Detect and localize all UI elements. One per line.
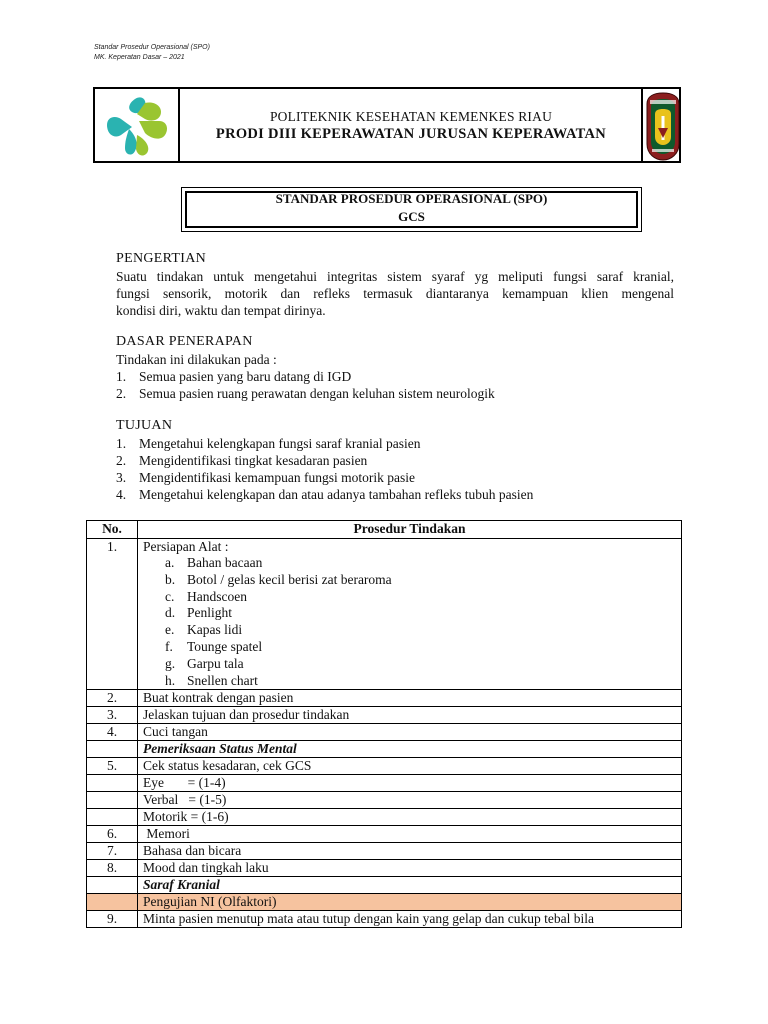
table-row	[87, 690, 682, 707]
pengertian-line: kondisi diri, waktu dan tempat dirinya.	[116, 303, 326, 318]
tool-item	[165, 673, 676, 690]
table-row	[87, 775, 682, 792]
kemenkes-logo-icon	[105, 95, 171, 159]
tool-item	[165, 656, 676, 673]
list-item	[116, 435, 533, 452]
pengertian-line: Suatu tindakan untuk mengetahui integritas sistem syaraf yg meliputi fungsi saraf kranial,	[116, 269, 674, 284]
row-procedure: Mood dan tingkah laku	[138, 860, 682, 877]
row-number: 6.	[87, 826, 138, 843]
institution-name: POLITEKNIK KESEHATAN KEMENKES RIAU	[269, 109, 553, 124]
row-procedure: Cuci tangan	[138, 724, 682, 741]
row-procedure: Jelaskan tujuan dan prosedur tindakan	[138, 707, 682, 724]
pengertian-paragraph	[116, 268, 674, 319]
row-number: 8.	[87, 860, 138, 877]
table-row	[87, 724, 682, 741]
row-number-empty	[87, 775, 138, 792]
list-text: Mengetahui kelengkapan fungsi saraf kranial pasien	[139, 436, 421, 451]
table-header-row	[87, 521, 682, 539]
list-item	[116, 368, 495, 385]
list-number: 2.	[116, 453, 127, 468]
list-number: 3.	[116, 470, 127, 485]
row-procedure: Minta pasien menutup mata atau tutup dengan kain yang gelap dan cukup tebal bila	[138, 911, 682, 928]
table-section-row	[87, 741, 682, 758]
gcs-verbal: Verbal = (1-5)	[138, 792, 682, 809]
row-procedure: Buat kontrak dengan pasien	[138, 690, 682, 707]
list-number: 1.	[116, 436, 127, 451]
section-heading-tujuan: TUJUAN	[116, 418, 173, 433]
tool-letter: a.	[165, 555, 175, 570]
tool-text: Botol / gelas kecil berisi zat beraroma	[187, 571, 392, 587]
list-text: Mengidentifikasi tingkat kesadaran pasien	[139, 453, 368, 468]
document-note-course: MK. Keperatan Dasar – 2021	[94, 54, 185, 61]
row-number: 7.	[87, 843, 138, 860]
column-header-prosedur: Prosedur Tindakan	[138, 521, 682, 539]
program-name: PRODI DIII KEPERAWATAN JURUSAN KEPERAWATAN	[215, 126, 607, 142]
list-text: Mengidentifikasi kemampuan fungsi motorik pasie	[139, 470, 415, 485]
tool-letter: d.	[165, 605, 176, 621]
tool-letter: g.	[165, 655, 176, 671]
procedure-text: Persiapan Alat :	[143, 539, 229, 554]
tool-item	[165, 622, 676, 639]
tool-text: Bahan bacaan	[187, 555, 263, 570]
tool-item	[165, 639, 676, 656]
table-row	[87, 911, 682, 928]
row-number: 9.	[87, 911, 138, 928]
row-procedure	[138, 539, 682, 690]
table-row	[87, 539, 682, 690]
table-row	[87, 809, 682, 826]
list-item	[116, 486, 533, 503]
list-item	[116, 385, 495, 402]
row-number-empty	[87, 741, 138, 758]
poltekkes-riau-emblem-icon	[646, 92, 680, 161]
header-divider-left	[178, 89, 180, 161]
row-number-empty	[87, 894, 138, 911]
tool-item	[165, 589, 676, 606]
dasar-list	[116, 351, 495, 402]
row-number: 2.	[87, 690, 138, 707]
tool-text: Penlight	[187, 605, 233, 621]
institution-header	[93, 87, 681, 163]
tools-list	[143, 555, 676, 689]
section-title-kranial: Saraf Kranial	[138, 877, 682, 894]
tool-item	[165, 555, 676, 572]
tool-text: Snellen chart	[187, 672, 258, 688]
highlight-procedure: Pengujian NI (Olfaktori)	[138, 894, 682, 911]
spo-title-box	[181, 187, 642, 232]
tool-letter: h.	[165, 672, 176, 688]
document-note-title: Standar Prosedur Operasional (SPO)	[94, 44, 210, 51]
tujuan-list	[116, 435, 533, 503]
row-number: 1.	[87, 539, 138, 690]
list-text: Semua pasien ruang perawatan dengan keluhan sistem neurologik	[139, 386, 495, 401]
tool-letter: f.	[165, 638, 173, 654]
tool-letter: c.	[165, 588, 175, 604]
gcs-eye: Eye = (1-4)	[138, 775, 682, 792]
tool-text: Garpu tala	[187, 655, 244, 671]
procedure-table	[86, 520, 682, 928]
row-number: 3.	[87, 707, 138, 724]
tool-letter: b.	[165, 571, 176, 587]
list-text: Semua pasien yang baru datang di IGD	[139, 369, 352, 384]
row-number: 5.	[87, 758, 138, 775]
tool-letter: e.	[165, 622, 175, 638]
tool-text: Kapas lidi	[187, 622, 243, 638]
row-number: 4.	[87, 724, 138, 741]
list-text: Mengetahui kelengkapan dan atau adanya tambahan refleks tubuh pasien	[139, 487, 534, 502]
spo-title: STANDAR PROSEDUR OPERASIONAL (SPO)	[275, 191, 548, 206]
list-item	[116, 452, 533, 469]
list-item	[116, 469, 533, 486]
table-row	[87, 758, 682, 775]
dasar-intro: Tindakan ini dilakukan pada :	[116, 352, 277, 367]
header-divider-right	[641, 89, 643, 161]
table-row	[87, 843, 682, 860]
table-section-row	[87, 877, 682, 894]
table-row	[87, 826, 682, 843]
gcs-motorik: Motorik = (1-6)	[138, 809, 682, 826]
row-procedure: Memori	[138, 826, 682, 843]
section-heading-dasar: DASAR PENERAPAN	[116, 334, 253, 349]
pengertian-line: fungsi sensorik, motorik dan refleks termasuk diantaranya kemampuan klien mengenal	[116, 286, 674, 301]
tool-item	[165, 605, 676, 622]
table-row	[87, 860, 682, 877]
row-procedure: Cek status kesadaran, cek GCS	[138, 758, 682, 775]
tool-item	[165, 572, 676, 589]
list-number: 2.	[116, 386, 127, 401]
column-header-no: No.	[87, 521, 138, 539]
row-number-empty	[87, 792, 138, 809]
section-heading-pengertian: PENGERTIAN	[116, 251, 207, 266]
spo-subtitle: GCS	[398, 209, 425, 224]
table-row	[87, 707, 682, 724]
list-number: 4.	[116, 487, 127, 502]
row-number-empty	[87, 809, 138, 826]
list-number: 1.	[116, 369, 127, 384]
table-row	[87, 792, 682, 809]
row-number-empty	[87, 877, 138, 894]
section-title-mental: Pemeriksaan Status Mental	[138, 741, 682, 758]
tool-text: Handscoen	[187, 588, 247, 604]
row-procedure: Bahasa dan bicara	[138, 843, 682, 860]
tool-text: Tounge spatel	[187, 638, 263, 654]
table-highlight-row	[87, 894, 682, 911]
